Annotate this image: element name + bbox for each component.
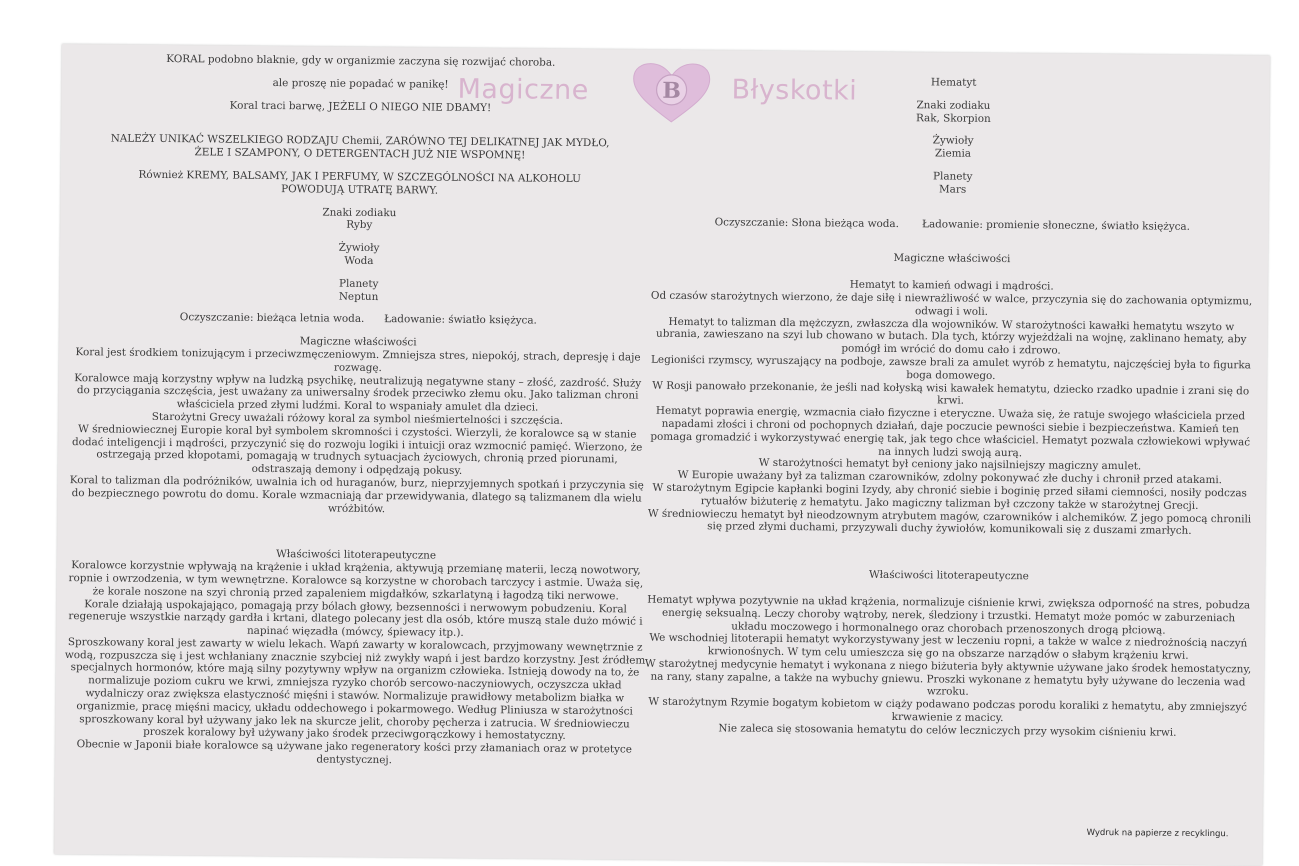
coral-intro-3: Koral traci barwę, JEŻELI O NIEGO NIE DBAMY! xyxy=(229,99,492,114)
hematite-therapy-p4: W starożytnym Rzymie bogatym kobietom w ciąży podawano podczas porodu koraliki z hematytu, aby zmniejszyć krwawienie z macicy. xyxy=(648,695,1248,725)
coral-therapy-p4: Obecnie w Japonii białe koralowce są używane jako regeneratory kości przy złamaniach oraz w protetyce dentystycznej. xyxy=(76,738,632,767)
coral-planet-label: Planety xyxy=(338,277,379,290)
coral-magic-p1: Koral jest środkiem tonizującym i przeciwzmęczeniowym. Zmniejsza stres, niepokój, strach, depresję i daje rozwagę. xyxy=(75,346,641,374)
coral-column xyxy=(63,52,652,769)
coral-magic-p2: Koralowce mają korzystny wpływ na ludzką psychikę, neutralizują negatywne stany – złość, zazdrość. Służy do przyciągania szczęścia, jest uważany za uniwersalny środek przeciwko złemu oku. Jako talizman chroni właściciela przed złymi ludźmi. Koral to wspaniały amulet dla dzieci. xyxy=(74,371,642,414)
hematite-magic-p2: Od czasów starożytnych wierzono, że daje siłę i niewrażliwość w walce, przyczynia się do zachowania optymizmu, odwagi i woli. xyxy=(650,289,1253,318)
coral-magic-title: Magiczne właściwości xyxy=(299,335,417,349)
hematite-column xyxy=(643,60,1257,740)
hematite-magic-p8: W Europie uważany był za talizman czarowników, zdolny pokonywać złe duchy i chronił przed atakami. xyxy=(677,469,1223,487)
hematite-therapy-title: Właściwości litoterapeutyczne xyxy=(868,568,1029,583)
hematite-magic-p7: W starożytności hematyt był ceniony jako najsilniejszy magiczny amulet. xyxy=(758,457,1142,473)
recycled-paper-note: Wydruk na papierze z recyklingu. xyxy=(1086,827,1229,840)
hematite-charging: Ładowanie: promienie słoneczne, światło księżyca. xyxy=(921,217,1191,233)
coral-intro-2: ale proszę nie popadać w panikę! xyxy=(272,76,449,91)
coral-element-value: Woda xyxy=(344,254,374,267)
coral-planet-value: Neptun xyxy=(338,290,379,303)
printed-card xyxy=(54,44,1270,866)
coral-cleansing: Oczyszczanie: bieżąca letnia woda. xyxy=(179,311,365,326)
hematite-cleansing: Oczyszczanie: Słona bieżąca woda. xyxy=(714,215,899,230)
coral-therapy-p3: Sproszkowany koral jest zawarty w wielu lekach. Wapń zawarty w koralowcach, przyjmowany wewnętrznie z wodą, rozpuszcza się i jest wchłaniany znacznie szybciej niż zwykły wapń i jest bardzo korzystny. Jest źródłem specjalnych hormonów, które mają silny pozytywny wpływ na organizm człowieka. Istnieją dowody na to, że normalizuje poziom cukru we krwi, zmniejsza ryzyko chorób sercowo-naczyniowych, oczyszcza układ wydalniczy oraz zwiększa elastyczność mięśni i stawów. Normalizuje prawidłowy metabolizm białka w organizmie, pracę mięśni macicy, układu oddechowego i pokarmowego. Według Pliniusza w starożytności sproszkowany koral był używany jako lek na skurcze jelit, choroby pęcherza i zatrucia. W średniowieczu proszek koralowy był używany jako środek przeciwgorączkowy i hemostatyczny. xyxy=(64,635,646,743)
coral-zodiac-label: Znaki zodiaku xyxy=(322,206,397,219)
coral-magic-p3: Starożytni Grecy uważali różowy koral za symbol nieśmiertelności i szczęścia. xyxy=(151,410,564,427)
hematite-magic-p1: Hematyt to kamień odwagi i mądrości. xyxy=(849,278,1054,293)
logo-word-left: Magiczne xyxy=(457,73,589,107)
hematite-magic-p6: Hematyt poprawia energię, wzmacnia ciało fizyczne i eteryczne. Uważa się, że ratuje swojego właściciela przed napadami złości i chroni od pochopnych działań, daje poczucie pewności siebie i bezpieczeństwa. Kamień ten pomaga gromadzić i wykorzystywać energię tak, jak tego chce właściciel. Hematyt pozwala człowiekowi wpływać na innych ludzi swoją aurą. xyxy=(650,404,1251,459)
coral-zodiac-value: Ryby xyxy=(346,219,373,232)
coral-magic-p5: Koral to talizman dla podróżników, uwalnia ich od huraganów, burz, nieprzyjemnych spotkań i przyczynia się do bezpiecznego powrotu do domu. Korale wzmacniają dar przewidywania, dlatego są talizmanem dla wielu wróżbitów. xyxy=(69,474,644,515)
coral-intro-4: NALEŻY UNIKAĆ WSZELKIEGO RODZAJU Chemii, ZARÓWNO TEJ DELIKATNEJ JAK MYDŁO, ŻELE I SZAMPONY, O DETERGENTACH JUŻ NIE WSPOMNĘ! xyxy=(110,132,610,162)
hematite-magic-p10: W średniowieczu hematyt był nieodzownym atrybutem magów, czarowników i alchemików. Z jego pomocą chronili się przed złymi duchami, przyzywali duchy żywiołów, komunikowali się z duszami zmarłych. xyxy=(647,507,1252,538)
hematite-magic-p3: Hematyt to talizman dla mężczyzn, zwłaszcza dla wojowników. W starożytności kawałki hematytu wszyto w ubrania, zawieszano na szyi lub chowano w butach. Dla tych, którzy wyjeżdżali na wojnę, zaklinano hematy, aby pomógł im wrócić do domu cało i zdrowo. xyxy=(655,315,1247,357)
logo-word-right: Błyskotki xyxy=(731,74,858,107)
hematite-magic-p9: W starożytnym Egipcie kapłanki bogini Izydy, aby chronić siebie i boginię przed siłami ciemności, nosiły podczas rytuałów biżuterię z hematytu. Jako magiczny talizman był czczony także w starożytnej Grecji. xyxy=(652,481,1247,512)
hematite-therapy-p5: Nie zaleca się stosowania hematytu do celów leczniczych przy wysokim ciśnieniu krwi. xyxy=(718,722,1177,739)
coral-intro-1: KORAL podobno blaknie, gdy w organizmie zaczyna się rozwijać choroba. xyxy=(166,53,556,69)
hematite-planet-value: Mars xyxy=(939,183,967,196)
hematite-therapy-p3: W starożytnej medycynie hematyt i wykonana z niego biżuteria były aktywnie używane jako środek hemostatyczny, na rany, stany zapalne, a także na wybuchy gniewu. Proszki wykonane z hematytu były używane do leczenia wad wzroku. xyxy=(644,657,1252,699)
logo-letter: B xyxy=(662,77,682,104)
coral-therapy-p1: Koralowce korzystnie wpływają na krążenie i układ krążenia, aktywują przemianę materii, leczą nowotwory, ropnie i owrzodzenia, w tym wewnętrzne. Koralowce są korzystne w chorobach tarczycy i astmie. Uważa się, że korale noszone na szyi chronią przed zapaleniem migdałków, szkarlatyną i łagodzą tiki nerwowe. xyxy=(68,559,644,603)
hematite-zodiac-value: Rak, Skorpion xyxy=(915,111,991,125)
hematite-therapy-p1: Hematyt wpływa pozytywnie na układ krążenia, normalizuje ciśnienie krwi, zwiększa odporność na stres, pobudza energię seksualną. Leczy choroby wątroby, nerek, śledziony i trzustki. Hematyt może pomóc w zaburzeniach układu moczowego i hormonalnego oraz chorobach przenoszonych drogą płciową. xyxy=(647,593,1251,637)
coral-therapy-title: Właściwości litoterapeutyczne xyxy=(276,548,437,562)
hematite-element-value: Ziemia xyxy=(934,147,972,160)
hematite-element-label: Żywioły xyxy=(932,134,974,148)
hematite-therapy-p2: We wschodniej litoterapii hematyt wykorzystywany jest w leczeniu ropni, a także w walce z niedrożnością naczyń krwionośnych. W tym celu umieszcza się go na obszarze narządów o słabym krążeniu krwi. xyxy=(649,631,1248,662)
hematite-magic-p5: W Rosji panowało przekonanie, że jeśli nad kołyską wisi kawałek hematytu, dziecko rzadko upadnie i zrani się do krwi. xyxy=(652,379,1250,408)
coral-charging: Ładowanie: światło księżyca. xyxy=(384,313,537,327)
hematite-planet-label: Planety xyxy=(933,170,973,183)
coral-element-label: Żywioły xyxy=(338,241,380,255)
coral-therapy-p2: Korale działają uspokajająco, pomagają przy bólach głowy, bezsenności i nerwowym pobudzeniu. Koral regeneruje wszystkie narządy gardła i krtani, dlatego polecany jest dla osób, które muszą stale dużo mówić i napinać więzadła (mówcy, śpiewacy itp.). xyxy=(68,597,643,639)
hematite-magic-title: Magiczne właściwości xyxy=(893,252,1011,266)
hematite-magic-p4: Legioniści rzymscy, wyruszający na podboje, zawsze brali za amulet wyrób z hematytu, najczęściej była to figurka boga domowego. xyxy=(650,353,1251,382)
coral-intro-5: Również KREMY, BALSAMY, JAK I PERFUMY, W SZCZEGÓLNOŚCI NA ALKOHOLU POWODUJĄ UTRATĘ BARWY. xyxy=(138,168,581,197)
hematite-name: Hematyt xyxy=(930,76,977,89)
hematite-zodiac-label: Znaki zodiaku xyxy=(916,99,991,112)
coral-magic-p4: W średniowiecznej Europie koral był symbolem skromności i czystości. Wierzyli, że koralowce są w stanie dodać inteligencji i mądrości, przyczynić się do rozwoju logiki i intuicji oraz wzmocnić pamięć. Wierzono, że ostrzegają przed kłopotami, pomagają w trudnych sytuacjach życiowych, chronią przed piorunami, odstraszają demony i odpędzają pokusy. xyxy=(71,422,643,477)
